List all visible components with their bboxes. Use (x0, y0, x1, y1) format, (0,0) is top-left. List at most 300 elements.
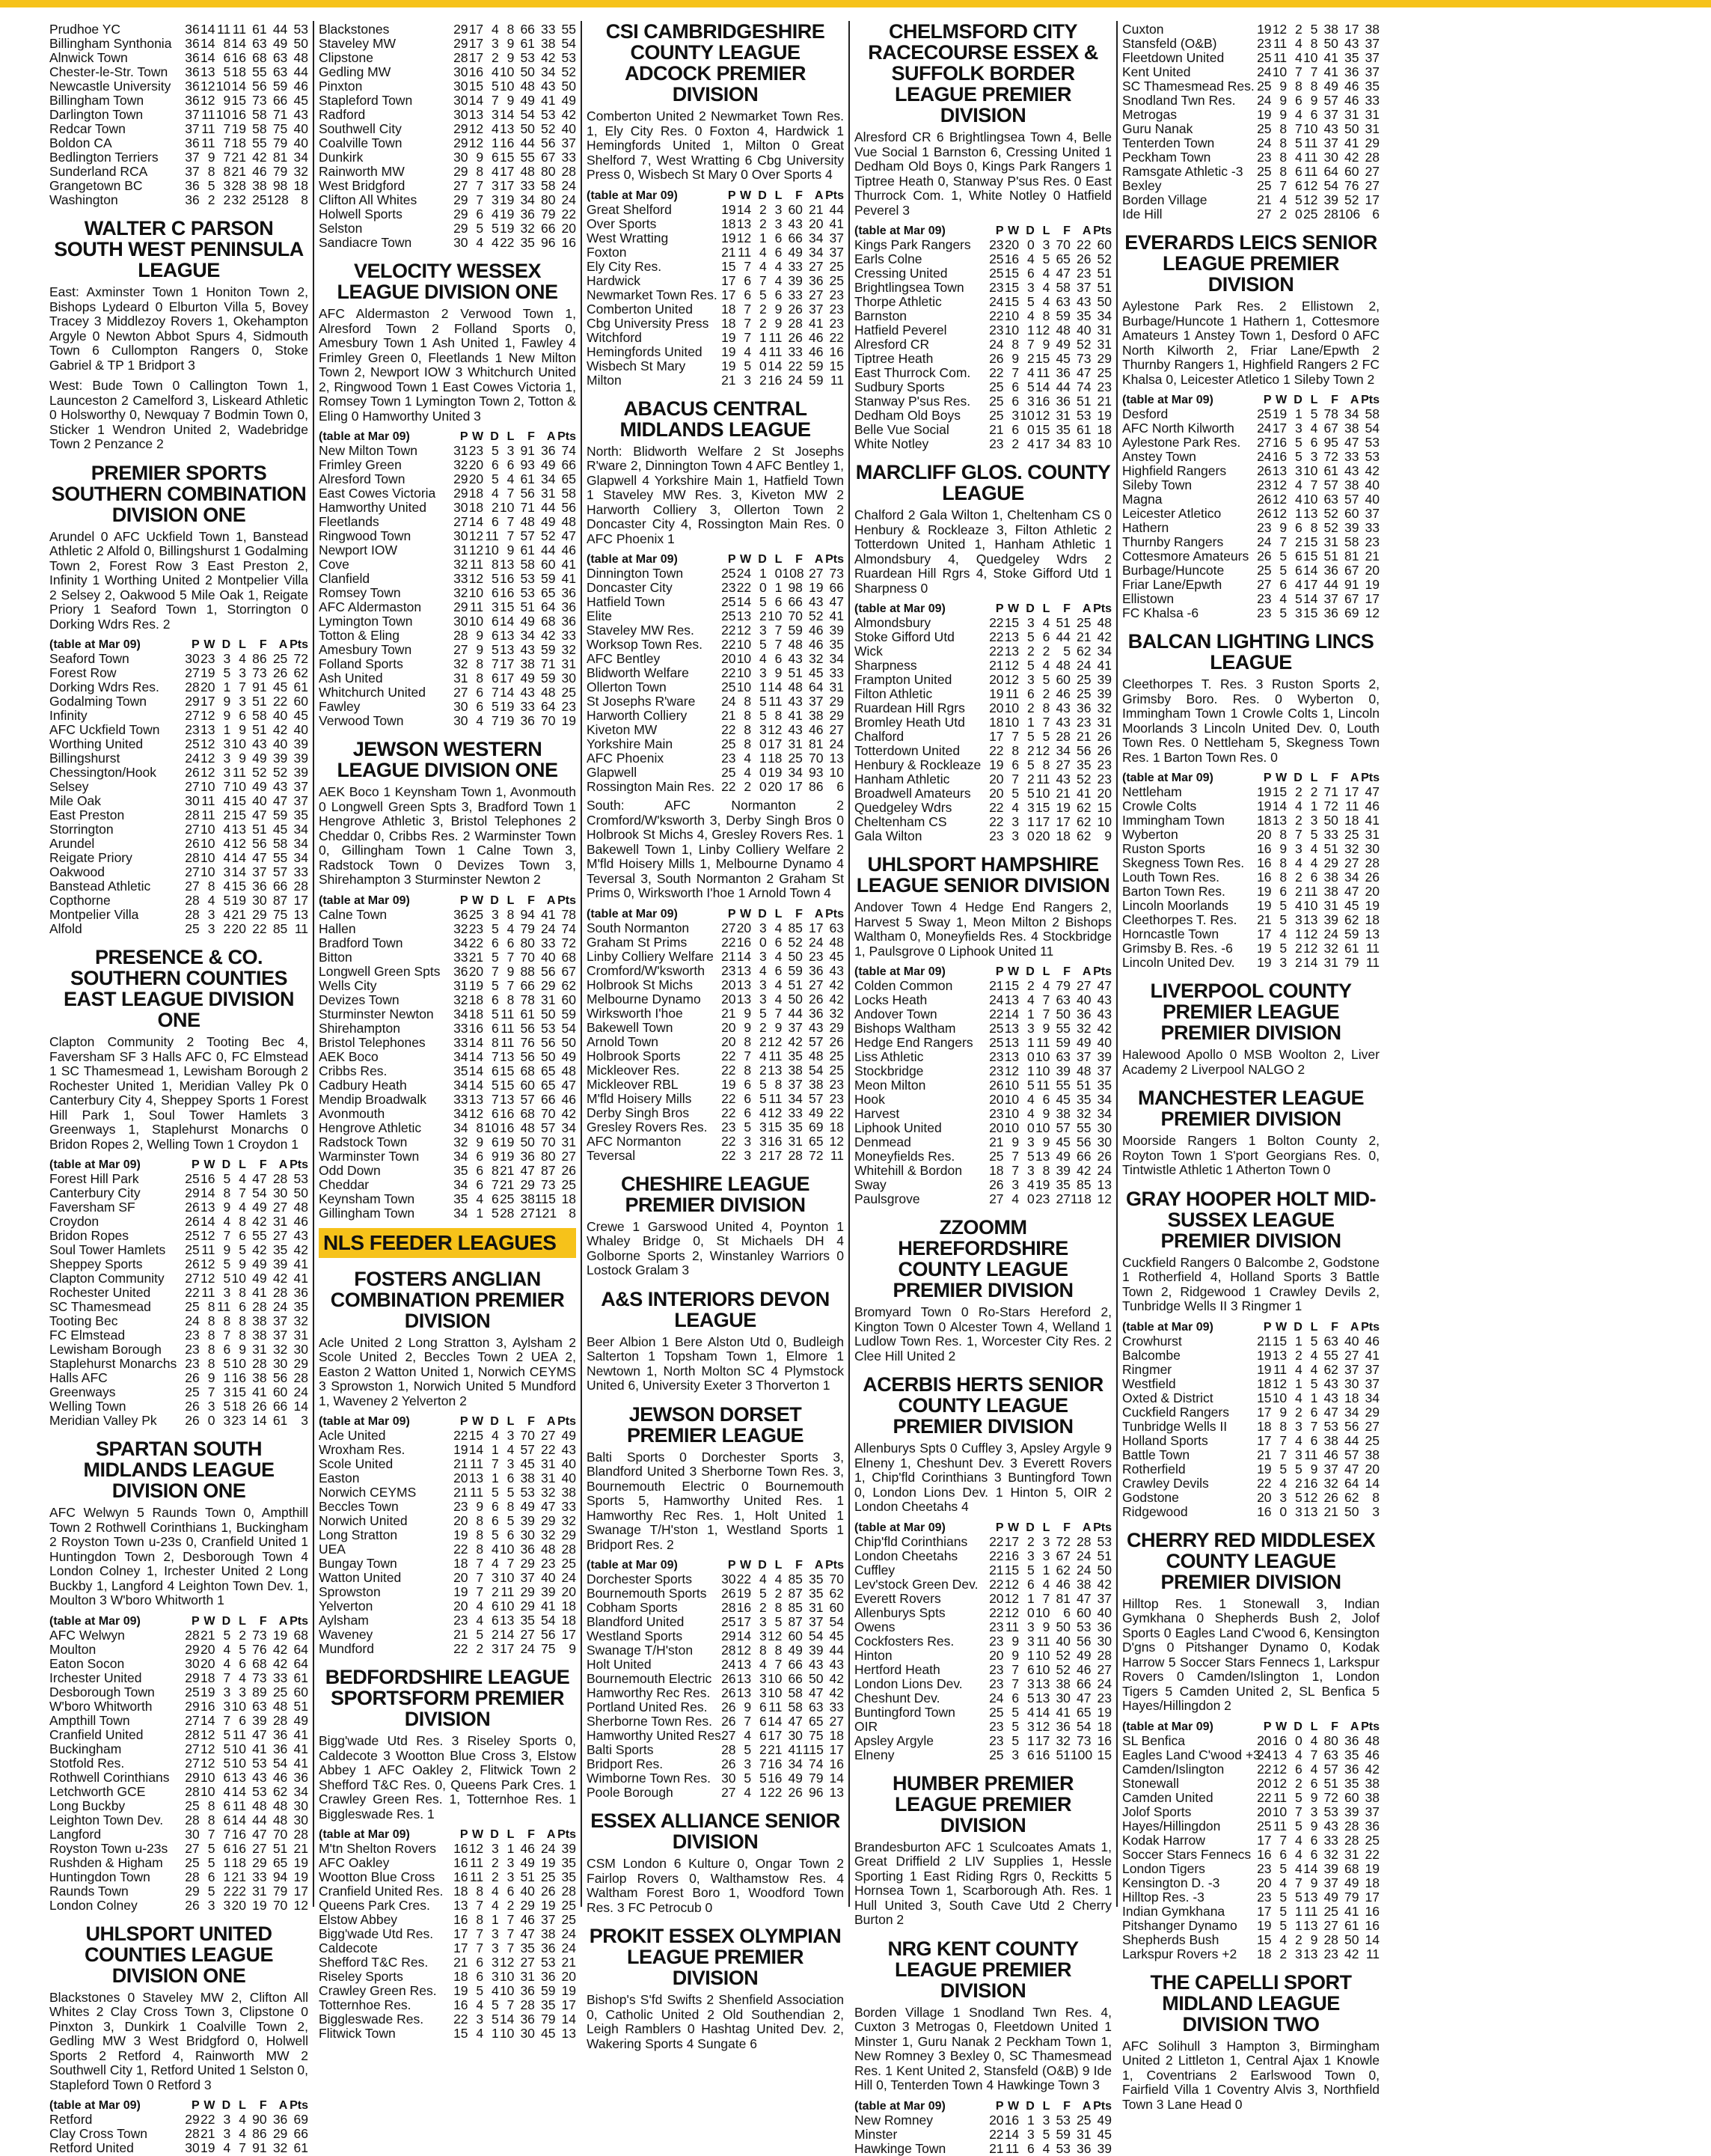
stat-cell: 52 (540, 121, 556, 136)
stat-cell: 0 (1027, 422, 1035, 437)
stat-cell: 100 (1070, 1747, 1093, 1762)
stat-cell: 66 (540, 1091, 556, 1107)
table-row (854, 715, 1112, 730)
table-header-w: W (203, 1158, 215, 1171)
stat-cell: 35 (1365, 79, 1380, 94)
stat-cell: 6 (492, 1105, 499, 1121)
stat-cell: 6 (1310, 1404, 1318, 1420)
stat-cell: 60 (1056, 672, 1071, 687)
stat-cell: 35 (1344, 1775, 1359, 1791)
stat-cell: 76 (520, 1034, 535, 1050)
stat-cell: 23 (989, 1633, 1004, 1649)
stat-cell: 23 (989, 1063, 1004, 1078)
stat-cell: 9 (774, 301, 783, 317)
stat-cell: 24 (989, 337, 1004, 352)
stat-cell: 24 (736, 566, 752, 581)
stat-cell: 16 (1272, 1732, 1288, 1748)
stat-cell: 44 (293, 64, 308, 79)
stat-cell: 13 (499, 628, 515, 643)
stat-cell: 13 (1004, 644, 1020, 659)
team-name: Norwich United (319, 1513, 408, 1528)
stat-cell: 56 (272, 1370, 288, 1385)
stat-cell: 54 (1365, 421, 1380, 436)
table-row (587, 992, 844, 1007)
stat-cell: 68 (293, 1627, 308, 1643)
stat-cell: 28 (293, 879, 308, 894)
stat-cell: 23 (185, 1356, 200, 1371)
stat-cell: 51 (788, 665, 803, 680)
team-name: Camden United (1122, 1789, 1213, 1805)
table-row (854, 815, 1112, 829)
team-name: Clay Cross Town (49, 2126, 147, 2141)
stat-cell: 6 (1027, 2140, 1035, 2156)
stat-cell: 22 (989, 308, 1004, 323)
table-header-pts: Pts (1361, 1320, 1380, 1334)
table-row (854, 309, 1112, 323)
stat-cell: 36 (1323, 605, 1338, 620)
table-header-w: W (472, 1828, 484, 1841)
team-name: Blackstones (319, 22, 390, 37)
stat-cell: 10 (231, 1356, 246, 1371)
stat-cell: 5 (1279, 549, 1288, 564)
stat-cell: 41 (293, 1271, 308, 1286)
stat-cell: 5 (1027, 1149, 1035, 1164)
stat-cell: 53 (1076, 408, 1092, 423)
team-name: Halls AFC (49, 1370, 108, 1385)
team-name: Darlington Town (49, 107, 144, 122)
stat-cell: 5 (1027, 294, 1035, 309)
stat-cell: 42 (829, 1671, 844, 1686)
team-name: Soccer Stars Fennecs (1122, 1846, 1252, 1862)
stat-cell: 72 (808, 1147, 824, 1163)
table-row (587, 1615, 844, 1629)
table-row (319, 1064, 576, 1078)
stat-cell: 5 (1027, 1690, 1035, 1705)
stat-cell: 41 (293, 1256, 308, 1271)
stat-cell: 16 (453, 1869, 468, 1884)
stat-cell: 30 (561, 671, 576, 685)
stat-cell: 3 (1027, 1135, 1035, 1149)
table-row (49, 1286, 308, 1300)
stat-cell: 1 (1310, 798, 1318, 813)
team-name: Stonewall (1122, 1775, 1179, 1791)
stat-cell: 34 (293, 836, 308, 851)
table-header-pts: Pts (825, 1559, 844, 1572)
table-row (319, 1984, 576, 1998)
table-row (1122, 1377, 1380, 1391)
stat-cell: 25 (499, 1191, 515, 1206)
stat-cell: 7 (1011, 365, 1020, 380)
stat-cell: 18 (1097, 422, 1112, 437)
stat-cell: 11 (768, 694, 783, 709)
stat-cell: 6 (223, 1798, 231, 1813)
table-row (854, 1135, 1112, 1149)
table-header-pts: Pts (1361, 394, 1380, 406)
stat-cell: 21 (453, 1456, 468, 1471)
stat-cell: 43 (788, 216, 803, 231)
stat-cell: 13 (499, 1613, 515, 1628)
team-name: Long Buckby (49, 1798, 126, 1813)
stat-cell: 42 (829, 991, 844, 1007)
results-text: Bromyard Town 0 Ro-Stars Hereford 2, Kington Town 0 Alcester Town 4, Welland 1 Ludlow Town Res. 1, Worcester City Res. 2 Clee Hill United 2 (854, 1304, 1112, 1363)
table-header-w: W (740, 553, 752, 566)
stat-cell: 35 (1056, 1177, 1071, 1192)
stat-cell: 17 (1365, 591, 1380, 606)
stat-cell: 23 (468, 920, 484, 936)
stat-cell: 11 (469, 1869, 484, 1884)
stat-cell: 35 (1097, 1078, 1112, 1093)
table-row (319, 908, 576, 922)
stat-cell: 61 (520, 36, 535, 51)
stat-cell: 26 (788, 329, 803, 345)
team-name: Forest Row (49, 665, 117, 680)
stat-cell: 33 (453, 1091, 468, 1107)
team-name: Prudhoe YC (49, 22, 121, 37)
stat-cell: 39 (252, 1712, 267, 1728)
stat-cell: 34 (540, 471, 556, 486)
stat-cell: 3 (1011, 1177, 1020, 1192)
stat-cell: 4 (1027, 436, 1035, 451)
table-row (587, 964, 844, 978)
stat-cell: 37 (293, 793, 308, 808)
table-row (1122, 407, 1380, 421)
stat-cell: 1 (492, 1442, 499, 1457)
stat-cell: 72 (1323, 798, 1338, 813)
stat-cell: 7 (744, 329, 752, 345)
stat-cell: 8 (207, 1328, 215, 1343)
stat-cell: 47 (540, 1499, 556, 1514)
stat-cell: 7 (239, 2140, 246, 2155)
table-row (49, 1243, 308, 1257)
stat-cell: 20 (453, 1513, 468, 1528)
stat-cell: 17 (293, 1883, 308, 1899)
stat-cell: 49 (1323, 1889, 1338, 1905)
stat-cell: 10 (1035, 1604, 1050, 1620)
table-row (319, 1078, 576, 1093)
stat-cell: 19 (808, 580, 824, 595)
stat-cell: 56 (252, 79, 267, 94)
team-name: Godalming Town (49, 694, 147, 709)
stat-cell: 80 (540, 1148, 556, 1164)
stat-cell: 46 (520, 1841, 535, 1856)
league-table (319, 1414, 576, 1656)
stat-cell: 37 (788, 1076, 803, 1092)
table-row (319, 922, 576, 936)
league-heading: BALCAN LIGHTING LINCS LEAGUE (1127, 630, 1374, 674)
stat-cell: 4 (744, 1785, 752, 1800)
stat-cell: 38 (1365, 1447, 1380, 1462)
stat-cell: 60 (540, 557, 556, 572)
stat-cell: 10 (499, 1542, 515, 1557)
stat-cell: 37 (1323, 135, 1338, 150)
table-row (587, 1049, 844, 1063)
stat-cell: 73 (829, 566, 844, 581)
stat-cell: 5 (759, 1005, 767, 1021)
stat-cell: 18 (1344, 813, 1359, 828)
stat-cell: 37 (1365, 506, 1380, 521)
stat-cell: 51 (520, 1869, 535, 1884)
stat-cell: 29 (1097, 351, 1112, 366)
stat-cell: 6 (492, 628, 499, 643)
table-row (587, 1714, 844, 1729)
stat-cell: 10 (1272, 1390, 1288, 1405)
stat-cell: 57 (520, 1442, 535, 1457)
team-name: Staplehurst Monarchs (49, 1356, 177, 1371)
stat-cell: 6 (1310, 1432, 1318, 1448)
stat-cell: 6 (1310, 107, 1318, 122)
stat-cell: 44 (829, 201, 844, 217)
stat-cell: 31 (1365, 827, 1380, 842)
table-row (319, 1599, 576, 1613)
stat-cell: 7 (1295, 64, 1303, 79)
stat-cell: 16 (200, 1698, 215, 1714)
stat-cell: 11 (1036, 1078, 1050, 1093)
stat-cell: 6 (239, 1655, 246, 1671)
stat-cell: 2 (1295, 1404, 1303, 1420)
stat-cell: 24 (520, 1641, 535, 1656)
stat-cell: 53 (561, 50, 576, 65)
stat-cell: 8 (744, 708, 752, 723)
stat-cell: 22 (721, 637, 736, 652)
stat-cell: 18 (231, 1399, 246, 1414)
stat-cell: 76 (252, 1641, 267, 1657)
stat-cell: 5 (1295, 1489, 1303, 1505)
stat-cell: 8 (207, 1299, 215, 1314)
stat-cell: 42 (252, 1214, 267, 1229)
stat-cell: 28 (185, 680, 200, 694)
stat-cell: 52 (1097, 251, 1112, 266)
team-name: Tunbridge Wells II (1122, 1418, 1228, 1434)
table-row (587, 680, 844, 694)
team-name: Stotfold Res. (49, 1755, 125, 1771)
stat-cell: 5 (1042, 672, 1050, 687)
stat-cell: 10 (499, 2026, 515, 2041)
stat-cell: 25 (185, 1384, 200, 1399)
stat-cell: 12 (1004, 672, 1020, 687)
stat-cell: 18 (468, 486, 484, 501)
team-name: Cromford/W'ksworth (587, 962, 705, 978)
stat-cell: 7 (759, 272, 767, 288)
stat-cell: 61 (520, 1006, 535, 1021)
team-name: Bungay Town (319, 1556, 397, 1571)
team-name: Peckham Town (1122, 150, 1211, 165)
stat-cell: 3 (1027, 800, 1035, 815)
stat-cell: 30 (1365, 841, 1380, 856)
stat-cell: 45 (293, 708, 308, 723)
stat-cell: 17 (1257, 1903, 1272, 1919)
table-row (587, 780, 844, 794)
team-name: New Milton Town (319, 443, 417, 458)
stat-cell: 12 (1004, 1576, 1020, 1592)
team-name: Meon Milton (854, 1078, 926, 1093)
stat-cell: 56 (1076, 1135, 1092, 1149)
stat-cell: 3 (492, 1969, 499, 1984)
stat-cell: 4 (759, 1048, 767, 1063)
stat-cell: 19 (721, 358, 736, 373)
stat-cell: 95 (1323, 435, 1338, 450)
stat-cell: 50 (520, 1134, 535, 1149)
table-row (587, 331, 844, 345)
stat-cell: 26 (829, 1033, 844, 1049)
table-row (319, 1164, 576, 1178)
table-row (319, 1870, 576, 1884)
stat-cell: 5 (223, 1356, 231, 1371)
team-name: Croydon (49, 1214, 100, 1229)
table-row (587, 638, 844, 652)
team-name: M'fld Hoisery Mills (587, 1090, 692, 1106)
stat-cell: 49 (788, 1643, 803, 1658)
stat-cell: 4 (1279, 1931, 1288, 1947)
stat-cell: 2 (1295, 22, 1303, 37)
team-name: Henbury & Rockleaze (854, 757, 982, 772)
table-row (854, 281, 1112, 295)
stat-cell: 42 (540, 50, 556, 65)
stat-cell: 10 (215, 79, 231, 94)
stat-cell: 46 (561, 1091, 576, 1107)
stat-cell: 8 (1279, 1418, 1288, 1434)
table-row (49, 1700, 308, 1714)
stat-cell: 11 (1273, 1789, 1288, 1805)
league-heading: UHLSPORT UNITED COUNTIES LEAGUE DIVISION ONE (84, 1922, 274, 1987)
stat-cell: 12 (1272, 22, 1288, 37)
team-name: Wick (854, 644, 883, 659)
table-row (319, 572, 576, 586)
stat-cell: 25 (721, 765, 736, 780)
stat-cell: 37 (1076, 1049, 1092, 1064)
team-name: Clifton All Whites (319, 192, 417, 207)
stat-cell: 47 (561, 528, 576, 543)
stat-cell: 66 (540, 221, 556, 236)
stat-cell: 48 (561, 514, 576, 529)
stat-cell: 32 (808, 651, 824, 666)
stat-cell: 41 (540, 1598, 556, 1613)
table-row (49, 150, 308, 165)
stat-cell: 8 (207, 1798, 215, 1813)
table-header-l: L (506, 1415, 515, 1428)
table-row (319, 950, 576, 965)
table-row (319, 1121, 576, 1135)
stat-cell: 47 (1344, 435, 1359, 450)
stat-cell: 50 (1056, 1619, 1071, 1634)
stat-cell: 1 (223, 1869, 231, 1884)
stat-cell: 13 (468, 1471, 484, 1485)
stat-cell: 4 (239, 1200, 246, 1215)
table-row (587, 260, 844, 274)
stat-cell: 41 (252, 1384, 267, 1399)
stat-cell: 36 (520, 1148, 535, 1164)
stat-cell: 2 (1027, 772, 1035, 787)
stat-cell: 43 (1323, 1818, 1338, 1833)
team-name: Wyberton (1122, 827, 1178, 842)
team-name: Banstead Athletic (49, 879, 151, 894)
stat-cell: 34 (293, 850, 308, 865)
stat-cell: 35 (1344, 50, 1359, 65)
stat-cell: 4 (759, 962, 767, 978)
table-header-p: P (192, 1158, 200, 1171)
stat-cell: 10 (1035, 1120, 1050, 1135)
stat-cell: 29 (453, 471, 468, 486)
table-header-p: P (1263, 772, 1272, 784)
table-row (854, 238, 1112, 252)
stat-cell: 4 (506, 471, 515, 486)
stat-cell: 7 (223, 121, 231, 136)
stat-cell: 16 (1257, 870, 1272, 885)
table-header-w: W (1276, 1320, 1288, 1334)
stat-cell: 28 (272, 1171, 288, 1186)
stat-cell: 25 (1257, 164, 1272, 179)
stat-cell: 6 (506, 1884, 515, 1899)
stat-cell: 5 (492, 949, 499, 965)
table-row (49, 694, 308, 709)
stat-cell: 8 (1310, 36, 1318, 51)
table-row (319, 1856, 576, 1870)
stat-cell: 36 (252, 879, 267, 894)
table-row (49, 1186, 308, 1200)
stat-cell: 20 (1365, 563, 1380, 578)
table-header-f: F (259, 638, 267, 651)
stat-cell: 1 (1295, 1903, 1303, 1919)
stat-cell: 6 (1310, 1846, 1318, 1862)
stat-cell: 15 (1004, 978, 1020, 993)
stat-cell: 51 (252, 722, 267, 737)
stat-cell: 32 (520, 221, 535, 236)
team-name: Seaford Town (49, 651, 129, 666)
stat-cell: 36 (1076, 2140, 1092, 2156)
stat-cell: 23 (721, 1119, 736, 1135)
stat-cell: 11 (1304, 164, 1318, 179)
stat-cell: 40 (1365, 477, 1380, 492)
table-row (49, 1385, 308, 1399)
table-header-f: F (527, 894, 535, 907)
stat-cell: 5 (759, 1090, 767, 1106)
table-row (587, 1149, 844, 1163)
stat-cell: 39 (1056, 1163, 1071, 1178)
team-name: Cove (319, 557, 349, 572)
table-row (854, 1691, 1112, 1705)
table-row (319, 1941, 576, 1955)
stat-cell: 61 (293, 1670, 308, 1685)
table-header-pts: Pts (1093, 1521, 1112, 1534)
stat-cell: 33 (453, 949, 468, 965)
stat-cell: 27 (185, 822, 200, 837)
stat-cell: 53 (520, 571, 535, 586)
stat-cell: 23 (721, 962, 736, 978)
stat-cell: 15 (468, 1428, 484, 1443)
stat-cell: 35 (1344, 1747, 1359, 1762)
stat-cell: 37 (293, 779, 308, 794)
team-name: Totternhoe Res. (319, 1997, 411, 2012)
stat-cell: 14 (736, 948, 752, 964)
stat-cell: 30 (520, 2026, 535, 2041)
stat-cell: 5 (1310, 827, 1318, 842)
table-row (1122, 1819, 1380, 1833)
table-header-w: W (203, 1614, 215, 1628)
stat-cell: 38 (1365, 1775, 1380, 1791)
team-name: Belle Vue Social (854, 422, 949, 437)
stat-cell: 25 (185, 1242, 200, 1257)
stat-cell: 49 (520, 671, 535, 685)
table-row (587, 1106, 844, 1120)
stat-cell: 48 (1097, 615, 1112, 630)
stat-cell: 47 (829, 594, 844, 609)
league-table (587, 907, 844, 1163)
stat-cell: 4 (476, 2026, 484, 2041)
stat-cell: 20 (721, 651, 736, 666)
stat-cell: 60 (788, 1628, 803, 1643)
team-name: Ellistown (1122, 591, 1175, 606)
stat-cell: 30 (1097, 1120, 1112, 1135)
stat-cell: 17 (1365, 192, 1380, 207)
